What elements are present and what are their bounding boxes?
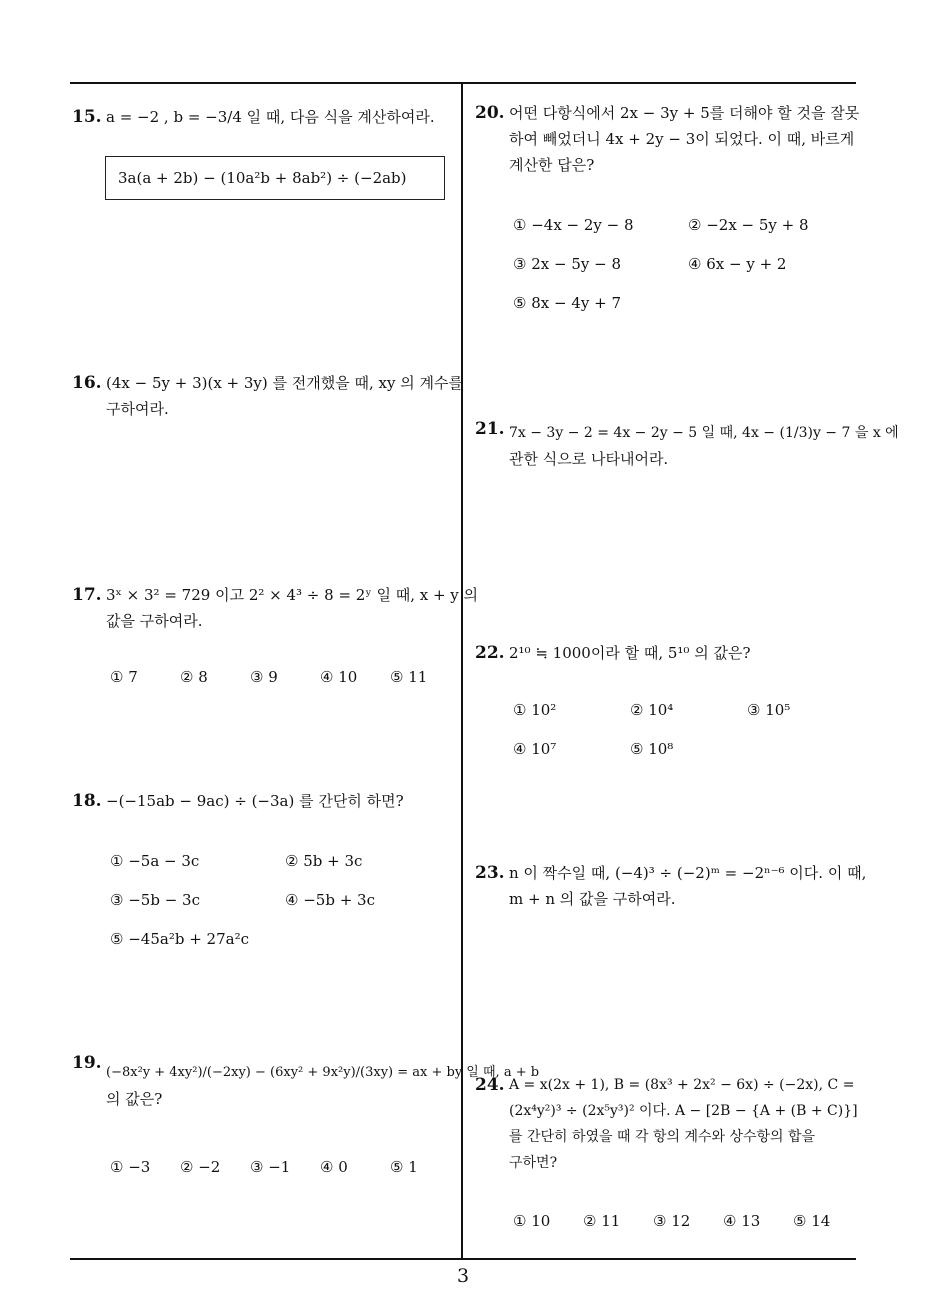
choice-1[interactable]: ① 7 (110, 668, 138, 686)
choice-5[interactable]: ⑤ −45a²b + 27a²c (110, 930, 249, 948)
choice-2[interactable]: ② 11 (583, 1212, 621, 1230)
question-stem-line: (2x⁴y²)³ ÷ (2x⁵y³)² 이다. A − [2B − {A + (B + C)}] (509, 1103, 858, 1119)
question-22 (475, 640, 865, 770)
choice-2[interactable]: ② 8 (180, 668, 208, 686)
choice-5[interactable]: ⑤ 1 (390, 1158, 418, 1176)
question-17 (72, 582, 479, 692)
question-stem-line: 3ˣ × 3² = 729 이고 2² × 4³ ÷ 8 = 2ʸ 일 때, x + y 의 (106, 586, 479, 604)
question-21 (475, 416, 899, 486)
choice-3[interactable]: ③ 9 (250, 668, 278, 686)
question-stem-line: 구하여라. (106, 400, 169, 418)
choice-1[interactable]: ① 10 (513, 1212, 551, 1230)
choice-4[interactable]: ④ −5b + 3c (285, 891, 375, 909)
question-stem-line: (−8x²y + 4xy²)/(−2xy) − (6xy² + 9x²y)/(3xy) = ax + by 일 때, a + b (106, 1065, 540, 1080)
question-number: 15. (72, 107, 102, 127)
question-number: 22. (475, 643, 505, 663)
choice-2[interactable]: ② 5b + 3c (285, 852, 363, 870)
choice-2[interactable]: ② 10⁴ (630, 701, 674, 719)
choice-1[interactable]: ① −3 (110, 1158, 151, 1176)
page-number: 3 (456, 1265, 470, 1287)
question-stem-line: 계산한 답은? (509, 156, 595, 174)
question-stem-line: 의 값은? (106, 1090, 163, 1108)
choice-4[interactable]: ④ 10⁷ (513, 740, 557, 758)
question-stem: a = −2 , b = −3/4 일 때, 다음 식을 계산하여라. (106, 108, 435, 126)
choice-5[interactable]: ⑤ 8x − 4y + 7 (513, 294, 621, 312)
question-stem-line: 를 간단히 하였을 때 각 항의 계수와 상수항의 합을 (509, 1129, 816, 1145)
question-24 (475, 1072, 865, 1242)
choice-4[interactable]: ④ 10 (320, 668, 358, 686)
question-stem-line: 어떤 다항식에서 2x − 3y + 5를 더해야 할 것을 잘못 (509, 104, 860, 122)
question-number: 23. (475, 863, 505, 883)
choice-4[interactable]: ④ 13 (723, 1212, 761, 1230)
question-number: 24. (475, 1075, 505, 1095)
question-number: 16. (72, 373, 102, 393)
question-stem-line: 관한 식으로 나타내어라. (509, 450, 669, 468)
choice-1[interactable]: ① −4x − 2y − 8 (513, 216, 634, 234)
question-18 (72, 788, 457, 958)
question-stem: 2¹⁰ ≒ 1000이라 할 때, 5¹⁰ 의 값은? (509, 644, 751, 662)
choice-3[interactable]: ③ 2x − 5y − 8 (513, 255, 621, 273)
question-23 (475, 860, 865, 920)
choice-3[interactable]: ③ 12 (653, 1212, 691, 1230)
choice-3[interactable]: ③ 10⁵ (747, 701, 791, 719)
choice-4[interactable]: ④ 0 (320, 1158, 348, 1176)
question-16 (72, 370, 463, 430)
question-15 (72, 104, 452, 204)
question-stem-line: 7x − 3y − 2 = 4x − 2y − 5 일 때, 4x − (1/3)y − 7 을 x 에 (509, 425, 899, 441)
choice-2[interactable]: ② −2 (180, 1158, 221, 1176)
question-stem-line: 구하면? (509, 1155, 558, 1171)
choice-5[interactable]: ⑤ 11 (390, 668, 428, 686)
choice-3[interactable]: ③ −1 (250, 1158, 291, 1176)
question-stem-line: (4x − 5y + 3)(x + 3y) 를 전개했을 때, xy 의 계수를 (106, 374, 463, 392)
question-stem-line: A = x(2x + 1), B = (8x³ + 2x² − 6x) ÷ (−2x), C = (509, 1077, 855, 1093)
top-rule (70, 82, 856, 84)
choice-3[interactable]: ③ −5b − 3c (110, 891, 200, 909)
question-20 (475, 100, 865, 320)
question-stem-line: 값을 구하여라. (106, 612, 203, 630)
choice-1[interactable]: ① 10² (513, 701, 557, 719)
expression-box: 3a(a + 2b) − (10a²b + 8ab²) ÷ (−2ab) (105, 156, 445, 200)
choice-2[interactable]: ② −2x − 5y + 8 (688, 216, 809, 234)
question-stem: −(−15ab − 9ac) ÷ (−3a) 를 간단히 하면? (106, 792, 404, 810)
choice-1[interactable]: ① −5a − 3c (110, 852, 200, 870)
question-number: 18. (72, 791, 102, 811)
question-number: 17. (72, 585, 102, 605)
question-number: 20. (475, 103, 505, 123)
question-number: 19. (72, 1053, 102, 1073)
question-number: 21. (475, 419, 505, 439)
bottom-rule (70, 1258, 856, 1260)
question-stem-line: n 이 짝수일 때, (−4)³ ÷ (−2)ᵐ = −2ⁿ⁻⁶ 이다. 이 때, (509, 864, 867, 882)
choice-5[interactable]: ⑤ 14 (793, 1212, 831, 1230)
question-stem-line: m + n 의 값을 구하여라. (509, 890, 676, 908)
choice-5[interactable]: ⑤ 10⁸ (630, 740, 674, 758)
choice-4[interactable]: ④ 6x − y + 2 (688, 255, 787, 273)
question-stem-line: 하여 빼었더니 4x + 2y − 3이 되었다. 이 때, 바르게 (509, 130, 855, 148)
